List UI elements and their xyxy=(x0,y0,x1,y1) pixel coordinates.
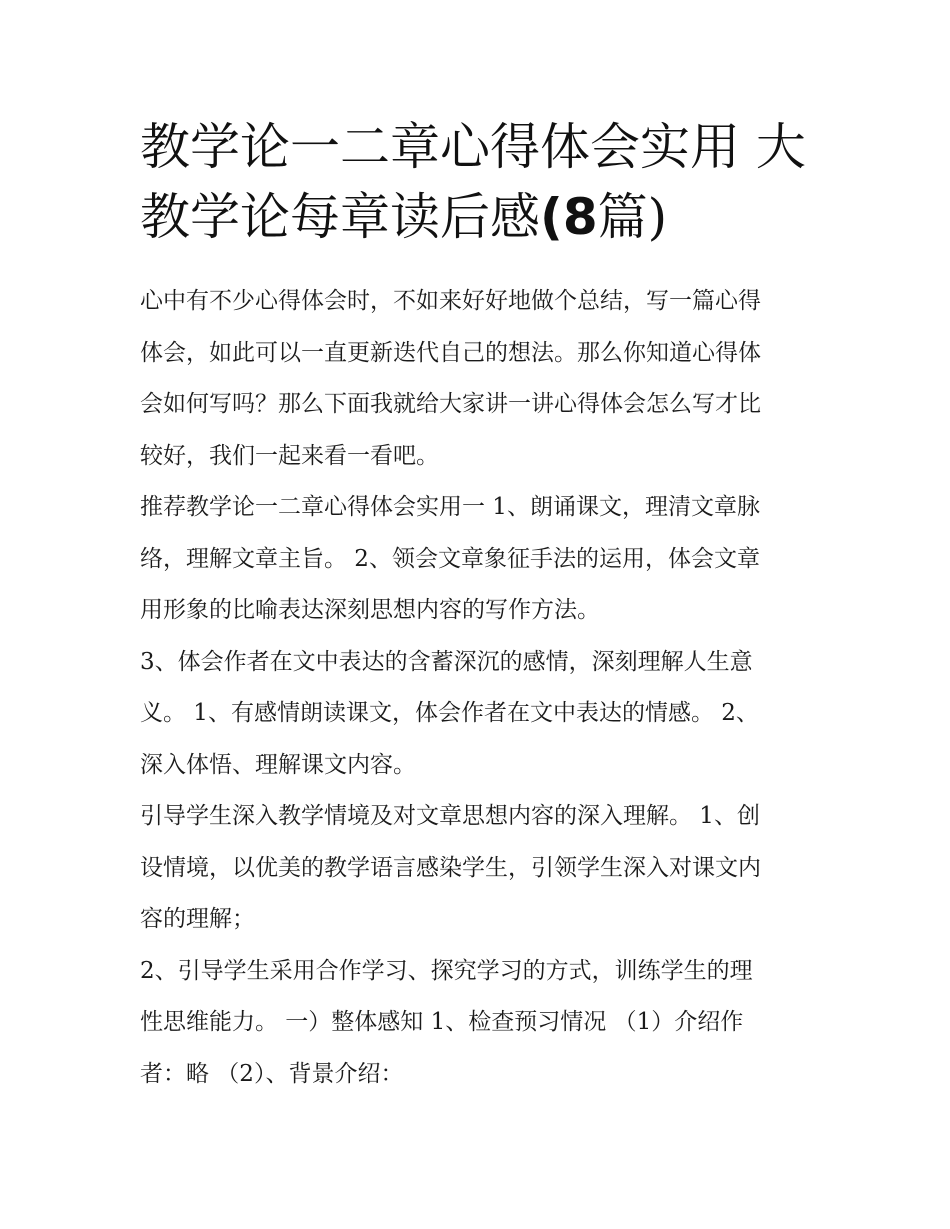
paragraph-intro xyxy=(140,276,820,482)
title-line-1: 教学论一二章心得体会实用 大 xyxy=(140,118,806,176)
text-line: 义。 1、有感情朗读课文，体会作者在文中表达的情感。 2、 xyxy=(140,700,759,726)
paragraph-3 xyxy=(140,637,820,792)
text-line: 体会，如此可以一直更新迭代自己的想法。那么你知道心得体 xyxy=(140,339,761,366)
text-line: 会如何写吗？那么下面我就给大家讲一讲心得体会怎么写才比 xyxy=(140,391,761,417)
text-line: 深入体悟、理解课文内容。 xyxy=(140,751,416,778)
title-line-2-text: 教学论每章读后感 xyxy=(140,188,540,246)
text-line: 3、体会作者在文中表达的含蓄深沉的感情，深刻理解人生意 xyxy=(140,648,753,675)
title-end: 篇) xyxy=(597,188,668,246)
text-line: 引导学生深入教学情境及对文章思想内容的深入理解。 1、创 xyxy=(140,803,760,829)
title-line-2 xyxy=(140,182,820,252)
text-line: 较好，我们一起来看一看吧。 xyxy=(140,442,439,469)
paragraph-4 xyxy=(140,791,820,946)
text-line: 设情境，以优美的教学语言感染学生，引领学生深入对课文内 xyxy=(140,854,761,881)
text-line: 性思维能力。 一）整体感知 1、检查预习情况 （1）介绍作 xyxy=(140,1009,744,1035)
text-line: 者：略 （2）、背景介绍： xyxy=(140,1060,404,1087)
text-line: 推荐教学论一二章心得体会实用一 1、朗诵课文，理清文章脉 xyxy=(140,494,760,520)
document-body xyxy=(140,276,820,1100)
text-line: 心中有不少心得体会时，不如来好好地做个总结，写一篇心得 xyxy=(140,288,761,314)
title-count: (8 xyxy=(540,188,598,246)
paragraph-5 xyxy=(140,946,820,1101)
text-line: 2、引导学生采用合作学习、探究学习的方式，训练学生的理 xyxy=(140,957,753,984)
text-line: 用形象的比喻表达深刻思想内容的写作方法。 xyxy=(140,597,600,623)
text-line: 络，理解文章主旨。 2、领会文章象征手法的运用，体会文章 xyxy=(140,545,760,572)
paragraph-2 xyxy=(140,482,820,637)
text-line: 容的理解； xyxy=(140,906,255,932)
document-title xyxy=(140,112,820,252)
